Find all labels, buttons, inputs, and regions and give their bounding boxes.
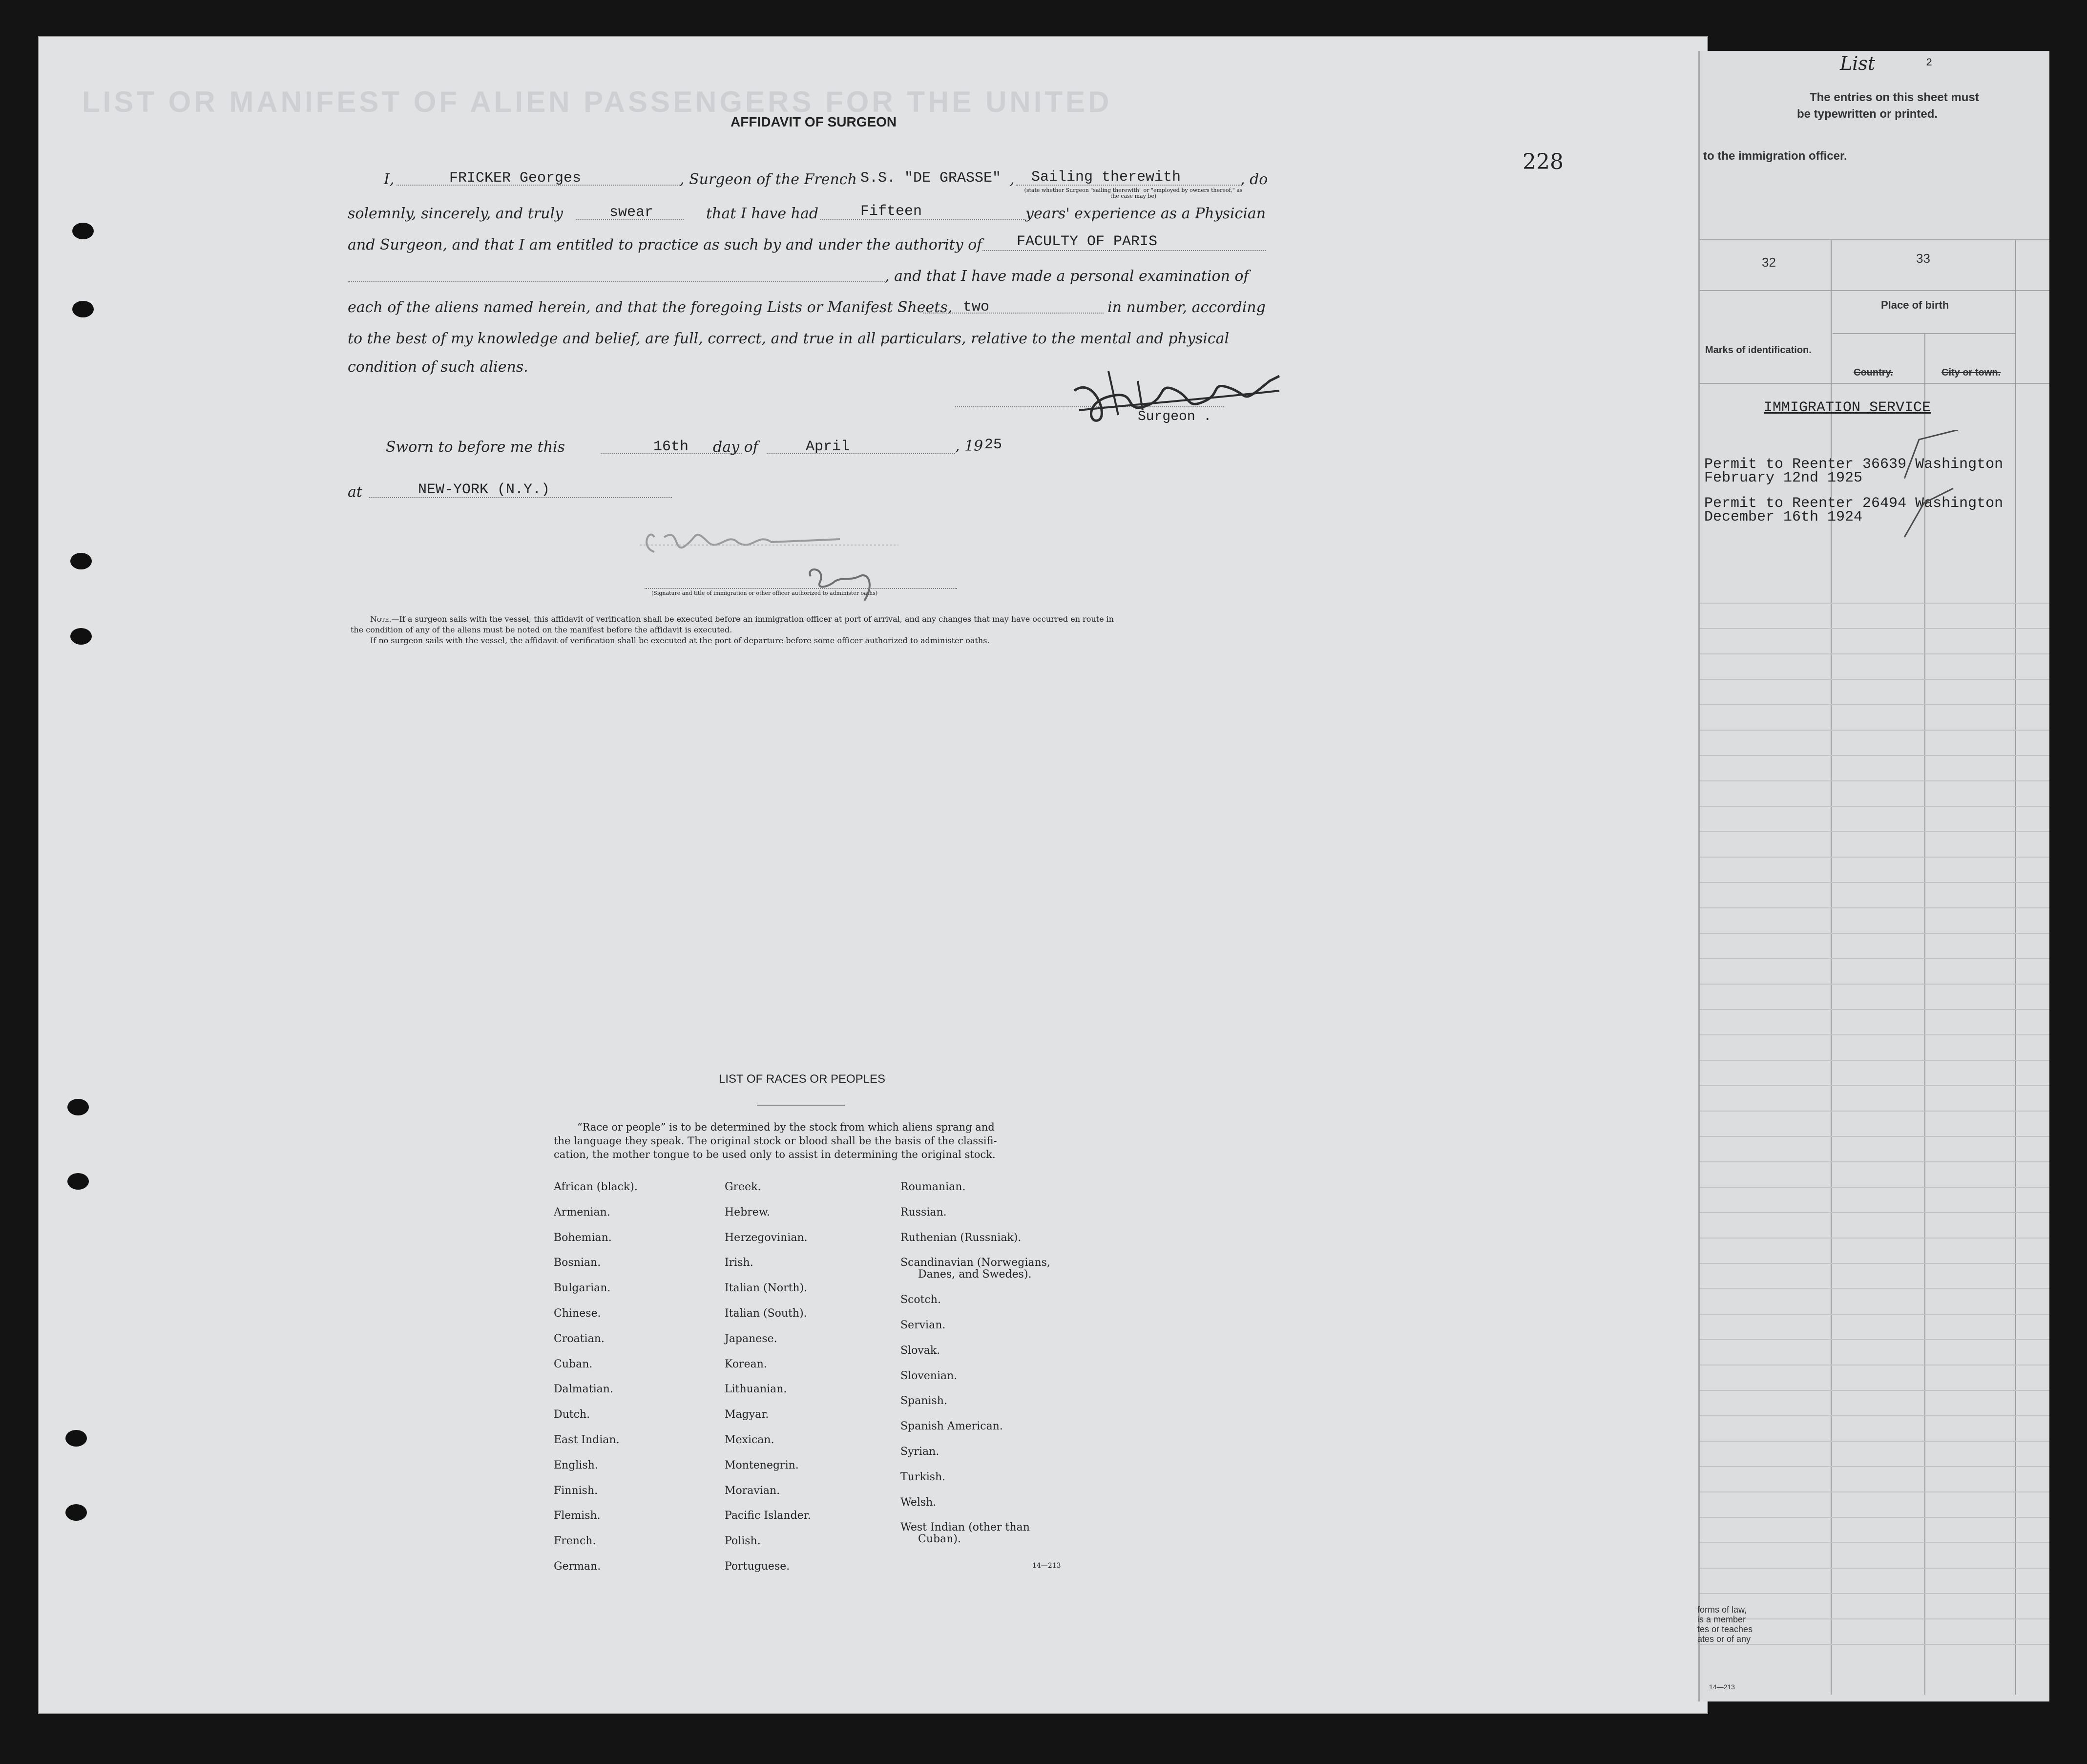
footer-fragment: 14—213 (1709, 1683, 1735, 1691)
fill-line (767, 453, 955, 454)
races-rule (757, 1105, 845, 1106)
row-line (1700, 780, 2049, 781)
race-item: Bosnian. (554, 1257, 601, 1269)
row-line (1700, 1339, 2049, 1340)
race-item: Croatian. (554, 1333, 605, 1345)
vessel-name: S.S. "DE GRASSE" (860, 170, 1002, 187)
race-item: Finnish. (554, 1485, 598, 1497)
race-item: Bohemian. (554, 1232, 612, 1244)
race-item: Slovak. (900, 1344, 940, 1357)
sailing-note: (state whether Surgeon "sailing therewith" or "employed by owners thereof," as the case may be) (1024, 187, 1243, 199)
affidavit-text: , (1010, 171, 1015, 188)
race-item: Greek. (725, 1181, 761, 1193)
column-header: Place of birth (1881, 299, 1949, 311)
race-item: African (black). (554, 1181, 638, 1193)
row-line (1700, 628, 2049, 629)
row-line (1700, 1161, 2049, 1162)
instruction-text: The entries on this sheet must (1810, 91, 1979, 104)
column-header: Country. (1854, 367, 1893, 378)
permit-entry: Permit to Reenter 26494 Washington (1704, 495, 2004, 512)
row-line (1700, 1466, 2049, 1467)
fill-line (820, 219, 1025, 220)
race-item: Italian (South). (725, 1307, 807, 1320)
list-number: 2 (1926, 57, 1933, 69)
race-item: Scotch. (900, 1294, 941, 1306)
race-item: Slovenian. (900, 1370, 958, 1382)
race-item: Spanish American. (900, 1420, 1003, 1432)
row-line (1700, 1441, 2049, 1442)
affidavit-text: that I have had (706, 205, 819, 222)
race-item: Herzegovinian. (725, 1232, 808, 1244)
row-line (1700, 984, 2049, 985)
race-item: Scandinavian (Norwegians, (900, 1257, 1050, 1269)
row-line (1700, 1187, 2049, 1188)
races-intro: the language they speak. The original stock or blood shall be the basis of the classifi- (554, 1135, 997, 1147)
race-item: German. (554, 1560, 601, 1573)
row-line (1700, 1314, 2049, 1315)
affidavit-text: condition of such aliens. (348, 358, 528, 376)
race-item: Hebrew. (725, 1206, 771, 1218)
affidavit-text: in number, according (1107, 299, 1266, 316)
race-item: Dalmatian. (554, 1383, 613, 1395)
binder-hole (72, 301, 94, 317)
race-item: West Indian (other than (900, 1521, 1030, 1533)
race-item: Japanese. (725, 1333, 777, 1345)
permit-entry: February 12nd 1925 (1704, 470, 1863, 486)
note-text: If no surgeon sails with the vessel, the affidavit of verification shall be executed at the port of departure before some officer authorized to administer oaths. (370, 636, 990, 645)
affidavit-page (38, 36, 1708, 1714)
row-line (1700, 679, 2049, 680)
oath-type: swear (609, 204, 654, 221)
race-item: Cuban. (554, 1358, 593, 1370)
affidavit-text: each of the aliens named herein, and that the foregoing Lists or Manifest Sheets, (348, 299, 953, 316)
officer-caption: (Signature and title of immigration or other officer authorized to administer oaths) (651, 590, 878, 596)
row-line (1700, 1517, 2049, 1518)
row-line (1700, 1060, 2049, 1061)
affidavit-text: , do (1240, 171, 1268, 188)
bleed-through-text: LIST OR MANIFEST OF ALIEN PASSENGERS FOR THE UNITED (82, 85, 1112, 118)
row-line (1700, 1009, 2049, 1010)
row-line (1700, 704, 2049, 705)
affidavit-text: years' experience as a Physician (1025, 205, 1266, 222)
footer-fragment: is a member (1697, 1615, 1746, 1624)
years-experience: Fifteen (860, 203, 922, 220)
race-item: Mexican. (725, 1434, 774, 1446)
row-line (1700, 1568, 2049, 1569)
race-item: Flemish. (554, 1510, 601, 1522)
fill-line (348, 281, 885, 282)
race-item: Ruthenian (Russniak). (900, 1232, 1022, 1244)
race-item: Italian (North). (725, 1282, 808, 1294)
row-line (1700, 958, 2049, 959)
race-item: Welsh. (900, 1496, 937, 1509)
race-item: Danes, and Swedes). (918, 1268, 1032, 1281)
affidavit-text: solemnly, sincerely, and truly (348, 205, 563, 222)
race-item: Bulgarian. (554, 1282, 611, 1294)
row-line (1700, 1491, 2049, 1492)
grid-line (2015, 239, 2016, 1695)
race-item: Montenegrin. (725, 1459, 799, 1471)
row-line (1700, 882, 2049, 883)
row-line (1700, 1263, 2049, 1264)
row-line (1700, 806, 2049, 807)
race-item: Chinese. (554, 1307, 601, 1320)
race-item: Roumanian. (900, 1181, 966, 1193)
officer-line (645, 588, 957, 589)
note-label: Note. (370, 614, 392, 624)
row-line (1700, 1644, 2049, 1645)
affidavit-text: , Surgeon of the French (680, 171, 857, 188)
race-item: Irish. (725, 1257, 753, 1269)
grid-line (1833, 333, 2015, 334)
surgeon-name: FRICKER Georges (449, 170, 582, 187)
row-line (1700, 1238, 2049, 1239)
surgeon-title: Surgeon . (1138, 409, 1212, 424)
footer-fragment: ates or of any (1697, 1634, 1751, 1644)
sworn-text: day of (713, 439, 758, 456)
footer-fragment: tes or teaches (1697, 1624, 1753, 1634)
row-line (1700, 755, 2049, 756)
race-item: Russian. (900, 1206, 947, 1218)
race-item: French. (554, 1535, 596, 1547)
binder-hole (67, 1099, 89, 1115)
affidavit-text: to the best of my knowledge and belief, are full, correct, and true in all particulars, relative to the mental and physical (348, 330, 1230, 347)
sworn-text: , 19 (955, 438, 983, 455)
race-item: Polish. (725, 1535, 761, 1547)
instruction-text: to the immigration officer. (1703, 149, 1847, 163)
race-item: Pacific Islander. (725, 1510, 811, 1522)
row-line (1700, 653, 2049, 654)
authority: FACULTY OF PARIS (1017, 233, 1158, 250)
affidavit-text: I, (384, 171, 395, 188)
row-line (1700, 1111, 2049, 1112)
note-text: —If a surgeon sails with the vessel, this affidavit of verification shall be executed before an immigration officer at port of arrival, and any changes that may have occurred en route in (391, 614, 1114, 624)
race-item: Armenian. (554, 1206, 610, 1218)
permit-entry: December 16th 1924 (1704, 509, 1863, 525)
column-number: 33 (1916, 251, 1930, 266)
grid-line (1700, 239, 2049, 240)
race-item: Syrian. (900, 1446, 939, 1458)
race-item: Servian. (900, 1319, 946, 1331)
race-item: Moravian. (725, 1485, 780, 1497)
grid-line (1700, 290, 2049, 291)
race-item: Cuban). (918, 1533, 961, 1545)
sailing-status: Sailing therewith (1031, 169, 1181, 186)
form-number: 14—213 (1032, 1562, 1061, 1570)
fill-line (923, 313, 1104, 314)
row-line (1700, 1618, 2049, 1619)
binder-hole (65, 1430, 87, 1447)
binder-hole (67, 1173, 89, 1190)
row-line (1700, 1542, 2049, 1543)
fill-line (982, 250, 1266, 251)
row-line (1700, 1085, 2049, 1086)
immigration-service-stamp: IMMIGRATION SERVICE (1764, 399, 1931, 416)
race-item: English. (554, 1459, 598, 1471)
row-line (1700, 1034, 2049, 1035)
column-number: 32 (1762, 255, 1776, 270)
affidavit-title: AFFIDAVIT OF SURGEON (730, 114, 897, 129)
sworn-place: NEW-YORK (N.Y.) (418, 482, 550, 498)
race-item: Spanish. (900, 1395, 947, 1407)
grid-line (1700, 383, 2049, 384)
row-line (1700, 1136, 2049, 1137)
footer-fragment: forms of law, (1697, 1605, 1747, 1615)
races-intro: cation, the mother tongue to be used only to assist in determining the original stock. (554, 1149, 996, 1160)
row-line (1700, 933, 2049, 934)
column-header: Marks of identification. (1705, 345, 1812, 356)
races-intro: “Race or people” is to be determined by the stock from which aliens sprang and (577, 1121, 995, 1133)
race-item: Magyar. (725, 1408, 769, 1421)
sworn-day: 16th (653, 439, 689, 455)
row-line (1700, 1415, 2049, 1416)
binder-hole (70, 628, 92, 645)
row-line (1700, 1288, 2049, 1289)
row-line (1700, 831, 2049, 832)
sworn-year: 25 (984, 437, 1002, 453)
sworn-text: Sworn to before me this (386, 439, 565, 456)
race-item: East Indian. (554, 1434, 620, 1446)
row-line (1700, 730, 2049, 731)
list-label: List (1840, 53, 1876, 74)
affidavit-text: , and that I have made a personal examination of (885, 268, 1249, 285)
race-item: Dutch. (554, 1408, 590, 1421)
row-line (1700, 857, 2049, 858)
race-item: Portuguese. (725, 1560, 790, 1573)
race-item: Lithuanian. (725, 1383, 787, 1395)
row-line (1700, 603, 2049, 604)
permit-entry: Permit to Reenter 36639 Washington (1704, 456, 2004, 473)
note-text: the condition of any of the aliens must be noted on the manifest before the affidavit is executed. (351, 625, 732, 634)
row-line (1700, 1212, 2049, 1213)
affidavit-text: and Surgeon, and that I am entitled to practice as such by and under the authority of (348, 236, 982, 253)
race-item: Turkish. (900, 1471, 946, 1483)
note-line (370, 614, 1114, 624)
binder-hole (65, 1504, 87, 1521)
sheet-count: two (963, 299, 990, 315)
column-header: City or town. (1941, 367, 2001, 378)
races-title: LIST OF RACES OR PEOPLES (719, 1072, 885, 1086)
check-marks (1904, 430, 1963, 542)
instruction-text: be typewritten or printed. (1797, 107, 1938, 121)
binder-hole (72, 223, 94, 239)
sworn-text: at (348, 483, 362, 501)
row-line (1700, 1390, 2049, 1391)
race-item: Korean. (725, 1358, 767, 1370)
row-line (1700, 907, 2049, 908)
row-line (1700, 1593, 2049, 1594)
sworn-month: April (806, 439, 850, 455)
manifest-sheet-edge (1698, 51, 2049, 1701)
binder-hole (70, 553, 92, 569)
page-number: 228 (1523, 149, 1564, 174)
